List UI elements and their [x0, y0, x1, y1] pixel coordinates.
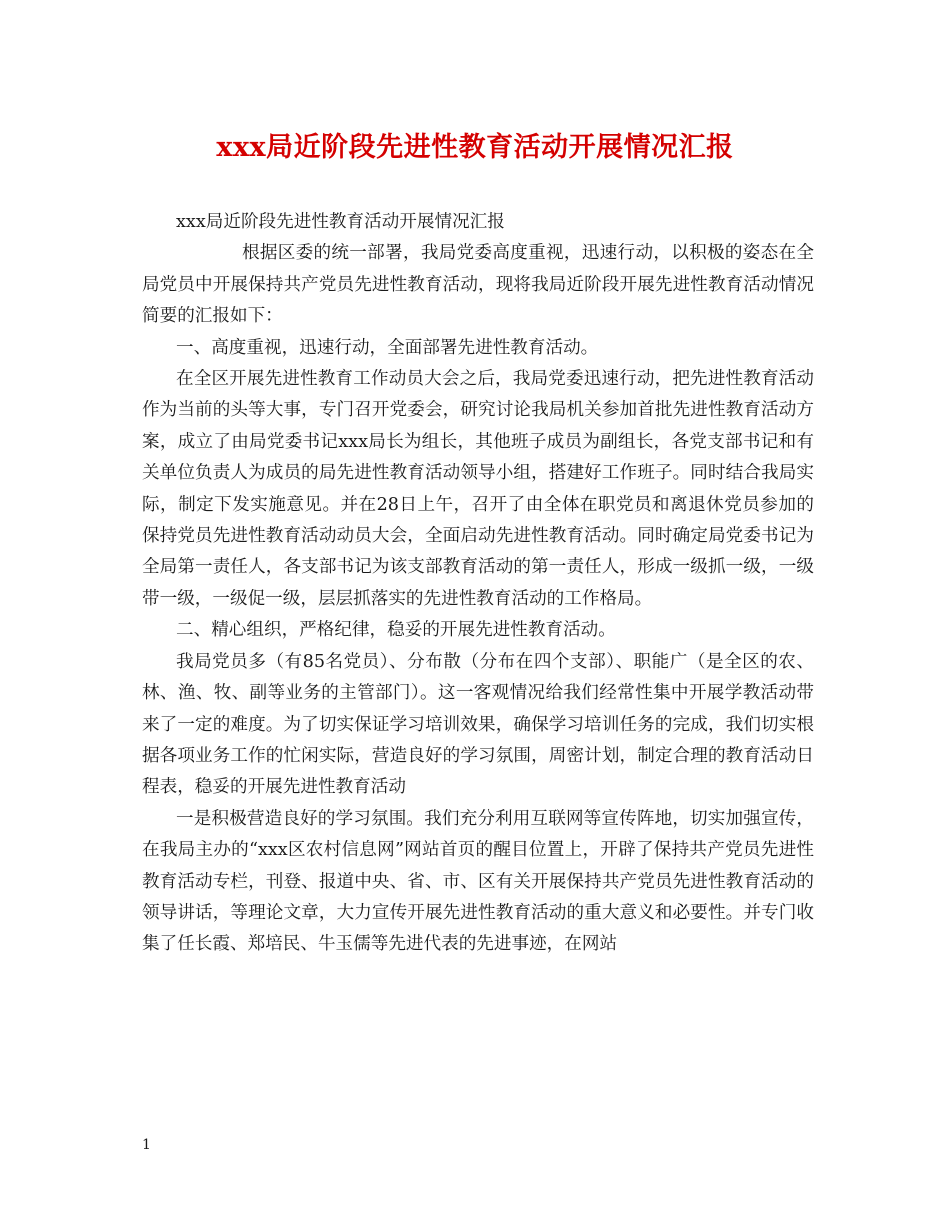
section-heading-2: 二、精心组织，严格纪律，稳妥的开展先进性教育活动。: [176, 620, 616, 641]
document-title: xxx局近阶段先进性教育活动开展情况汇报: [216, 132, 734, 163]
paragraph-section-2-point-1: 一是积极营造良好的学习氛围。我们充分利用互联网等宣传阵地，切实加强宣传，在我局主办的“xxx区农村信息网”网站首页的醒目位置上，开辟了保持共产党员先进性教育活动专栏，刊登、报道中央、省、市、区有关开展保持共产党员先进性教育活动的领导讲话，等理论文章，大力宣传开展先进性教育活动的重大意义和必要性。并专门收集了任长霞、郑培民、牛玉儒等先进代表的先进事迹，在网站: [142, 808, 814, 955]
paragraph-section-2: 我局党员多（有85名党员）、分布散（分布在四个支部）、职能广（是全区的农、林、渔、牧、副等业务的主管部门）。这一客观情况给我们经常性集中开展学教活动带来了一定的难度。为了切实保证学习培训效果，确保学习培训任务的完成，我们切实根据各项业务工作的忙闲实际，营造良好的学习氛围，周密计划，制定合理的教育活动日程表，稳妥的开展先进性教育活动: [142, 651, 814, 798]
document-body: [142, 207, 814, 961]
page-number: 1: [142, 1137, 151, 1153]
paragraph-intro: 根据区委的统一部署，我局党委高度重视，迅速行动，以积极的姿态在全局党员中开展保持共产党员先进性教育活动，现将我局近阶段开展先进性教育活动情况简要的汇报如下：: [142, 243, 814, 327]
paragraph-section-1: 在全区开展先进性教育工作动员大会之后，我局党委迅速行动，把先进性教育活动作为当前的头等大事，专门召开党委会，研究讨论我局机关参加首批先进性教育活动方案，成立了由局党委书记xxx局长为组长，其他班子成员为副组长，各党支部书记和有关单位负责人为成员的局先进性教育活动领导小组，搭建好工作班子。同时结合我局实际，制定下发实施意见。并在28日上午，召开了由全体在职党员和离退休党员参加的保持党员先进性教育活动动员大会，全面启动先进性教育活动。同时确定局党委书记为全局第一责任人，各支部书记为该支部教育活动的第一责任人，形成一级抓一级，一级带一级，一级促一级，层层抓落实的先进性教育活动的工作格局。: [142, 369, 814, 609]
document-subtitle: xxx局近阶段先进性教育活动开展情况汇报: [176, 212, 505, 232]
section-heading-1: 一、高度重视，迅速行动，全面部署先进性教育活动。: [176, 337, 599, 358]
